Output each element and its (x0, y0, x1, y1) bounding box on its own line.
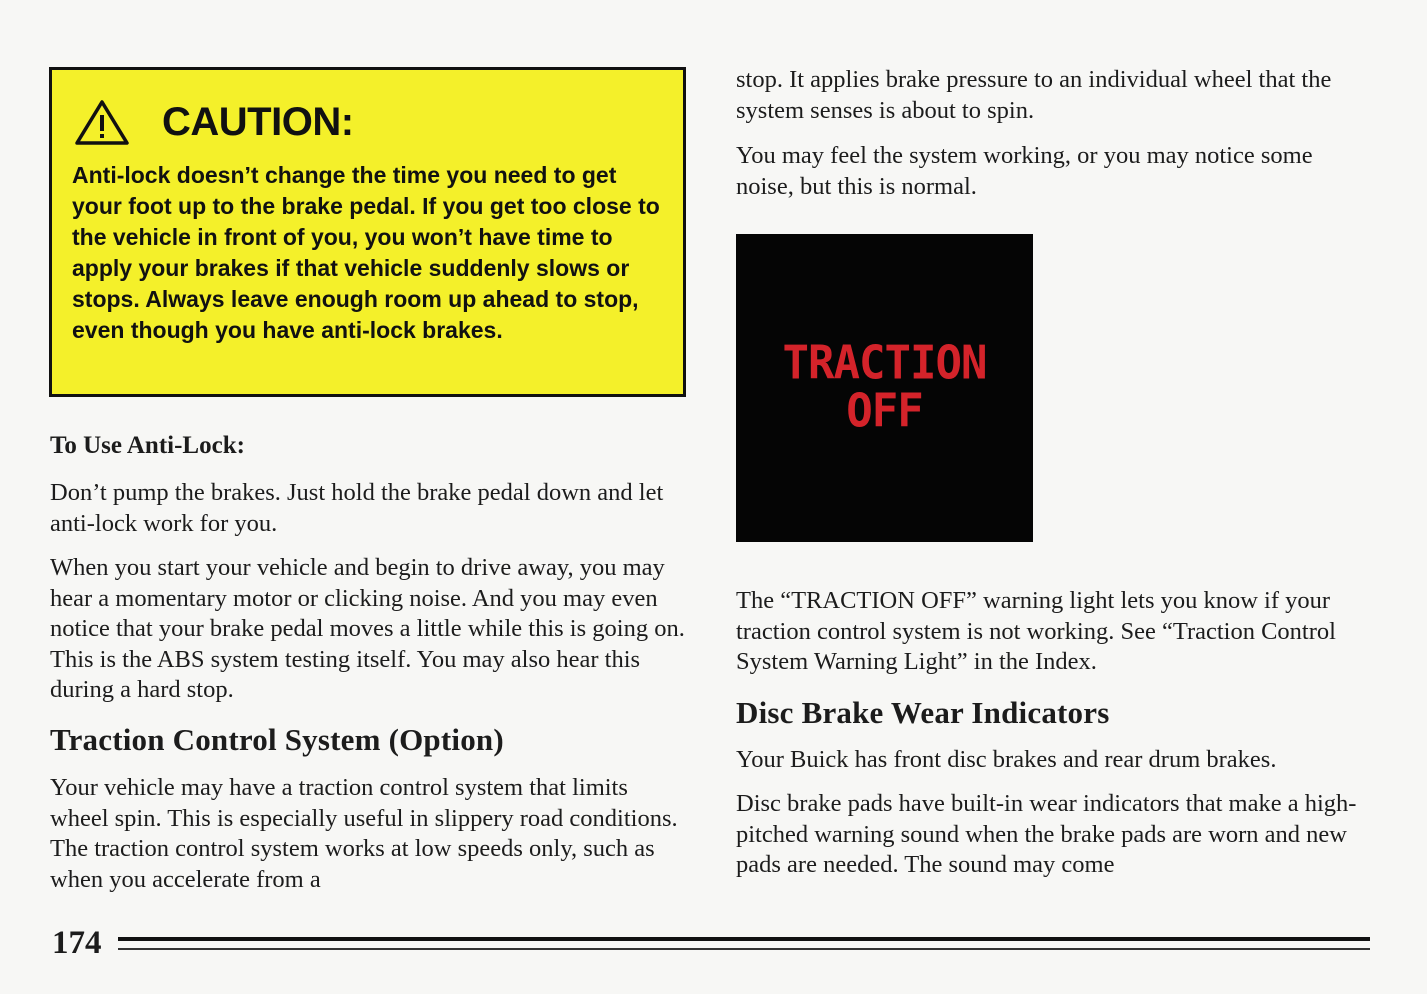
caution-text: Anti-lock doesn’t change the time you need to get your foot up to the brake pedal. If you get too close to the vehicle in front of you, you won’t have time to apply your brakes if that vehicle suddenly slows or stops. Always leave enough room up ahead to stop, even though you have anti-lock brakes. (72, 162, 660, 343)
caution-header (74, 98, 354, 146)
caution-title: CAUTION: (162, 99, 354, 144)
disc-brake-heading: Disc Brake Wear Indicators (736, 695, 1110, 730)
traction-light-line-1: TRACTION (782, 336, 987, 391)
traction-continued-paragraph: stop. It applies brake pressure to an individual wheel that the system senses is about to spin. (736, 66, 1332, 124)
footer-rule-thin (118, 948, 1370, 950)
traction-off-warning-light (736, 234, 1033, 542)
traction-control-paragraph: Your vehicle may have a traction control system that limits wheel spin. This is especially useful in slippery road conditions. The traction control system works at low speeds only, such as when you accelerate from a (50, 774, 678, 893)
disc-brake-paragraph-1: Your Buick has front disc brakes and rear drum brakes. (736, 746, 1277, 773)
traction-control-heading: Traction Control System (Option) (50, 722, 504, 757)
caution-box (49, 67, 686, 397)
traction-noise-paragraph: You may feel the system working, or you may notice some noise, but this is normal. (736, 142, 1313, 200)
footer-rule-thick (118, 937, 1370, 941)
traction-light-line-2: OFF (846, 384, 923, 439)
anti-lock-paragraph-1: Don’t pump the brakes. Just hold the brake pedal down and let anti-lock work for you. (50, 479, 664, 537)
anti-lock-paragraph-2: When you start your vehicle and begin to drive away, you may hear a momentary motor or clicking noise. And you may even notice that your brake pedal moves a little while this is going on. This is the ABS system testing itself. You may also hear this during a hard stop. (50, 554, 685, 703)
page-number: 174 (52, 925, 102, 961)
disc-brake-paragraph-2: Disc brake pads have built-in wear indicators that make a high-pitched warning sound when the brake pads are worn and new pads are needed. The sound may come (736, 790, 1357, 878)
warning-triangle-icon (74, 98, 130, 146)
anti-lock-subheading: To Use Anti-Lock: (50, 432, 245, 459)
traction-off-paragraph: The “TRACTION OFF” warning light lets you know if your traction control system is not working. See “Traction Control System Warning Light” in the Index. (736, 587, 1336, 675)
